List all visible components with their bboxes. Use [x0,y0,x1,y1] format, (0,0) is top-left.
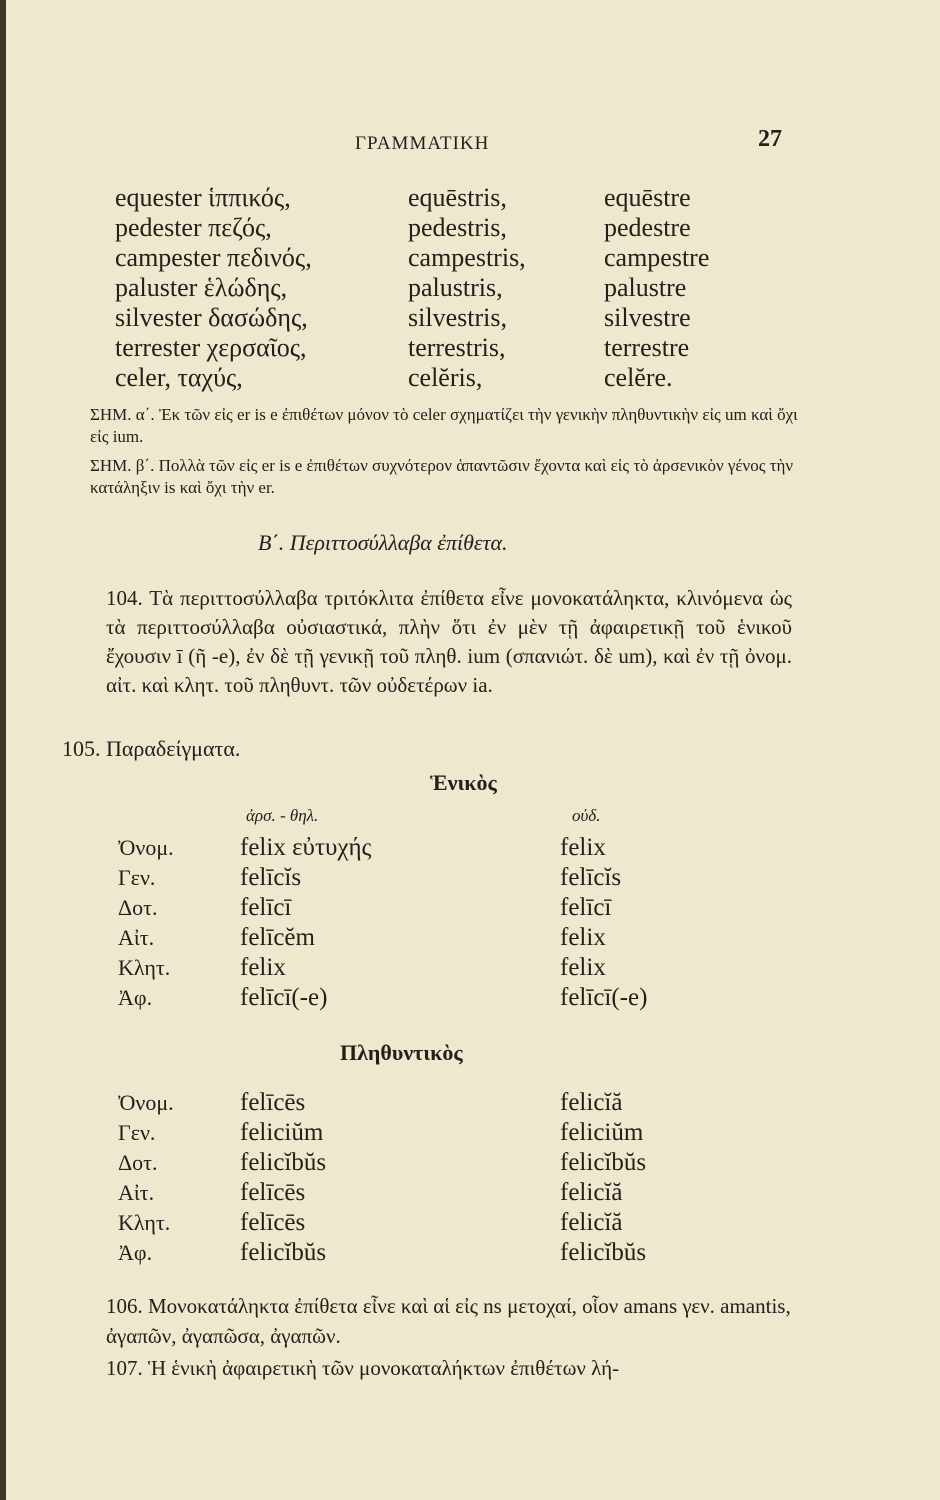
col-masc-fem-label: ἀρσ. - θηλ. [246,806,319,825]
fem-form: equēstris, [408,183,507,212]
masc-form: terrester χερσαῖος, [115,333,307,362]
neut-form: felix [560,924,606,951]
case-label: Κλητ. [118,1210,171,1235]
neut-form: equēstre [604,183,691,212]
neut-form: celĕre. [604,363,673,392]
neut-form: felicĭbŭs [560,1149,647,1176]
neut-form: felīcī(-e) [560,984,648,1011]
table-row [0,183,940,213]
neut-form: felīcĭs [560,864,622,891]
masc-fem-form: felīcēs [240,1089,306,1116]
table-row [0,273,940,303]
running-head: ΓΡΑΜΜΑΤΙΚΗ [355,133,490,154]
table-row [0,983,940,1013]
neut-form: felicĭă [560,1179,623,1206]
page-number: 27 [758,126,782,152]
neut-form: felicĭbŭs [560,1239,647,1266]
neut-form: felīcī [560,894,612,921]
paragraph-107 [62,1353,792,1383]
paragraph-104 [62,584,792,700]
masc-form: silvester δασώδης, [115,303,308,332]
case-label: Αἰτ. [118,1180,155,1205]
note-alpha [62,404,802,448]
case-label: Δοτ. [118,1150,158,1175]
masc-fem-form: felix [240,954,286,981]
fem-form: pedestris, [408,213,507,242]
table-row [0,363,940,393]
masc-fem-form: felīcĕm [240,924,315,951]
table-row [0,1238,940,1268]
neut-form: campestre [604,243,710,272]
neut-form: felix [560,834,606,861]
note-beta [62,455,802,499]
masc-form: paluster ἑλώδης, [115,273,288,302]
neut-form: terrestre [604,333,690,362]
table-row [0,243,940,273]
masc-fem-form: felix εὐτυχής [240,834,372,861]
table-row [0,923,940,953]
fem-form: terrestris, [408,333,506,362]
masc-fem-form: felīcēs [240,1179,306,1206]
col-neut-label: οὐδ. [572,806,601,825]
table-row [0,953,940,983]
neut-form: palustre [604,273,687,302]
note-alpha-text: ΣΗΜ. α΄. Ἐκ τῶν εἰς er is e ἐπιθέτων μόνον τὸ celer σχηματίζει τὴν γενικὴν πληθυντικὴν εἰς um καὶ ὄχι εἰς ium. [90,405,798,446]
table-row [0,863,940,893]
paragraph-105: 105. Παραδείγματα. [62,736,241,761]
case-label: Κλητ. [118,955,171,980]
case-label: Ἀφ. [118,1240,153,1265]
masc-fem-form: felīcĭs [240,864,302,891]
table-row [0,213,940,243]
masc-form: pedester πεζός, [115,213,272,242]
neut-form: pedestre [604,213,691,242]
neut-form: feliciŭm [560,1119,644,1146]
table-row [0,1118,940,1148]
paragraph-107-text: 107. Ἡ ἑνικὴ ἀφαιρετικὴ τῶν μονοκαταλήκτων ἐπιθέτων λή- [106,1356,620,1380]
table-row [0,333,940,363]
case-label: Γεν. [118,865,156,890]
case-label: Ὀνομ. [118,835,174,860]
masc-form: campester πεδινός, [115,243,312,272]
paragraph-106-text: 106. Μονοκατάληκτα ἐπίθετα εἶνε καὶ αἱ εἰς ns μετοχαί, οἷον amans γεν. amantis, ἀγαπῶν, ἀγαπῶσα, ἀγαπῶν. [106,1294,791,1348]
masc-fem-form: felicĭbŭs [240,1149,327,1176]
masc-fem-form: felīcēs [240,1209,306,1236]
neut-form: felix [560,954,606,981]
section-heading: Β΄. Περιττοσύλλαβα ἐπίθετα. [258,530,508,555]
table-row [0,1088,940,1118]
fem-form: campestris, [408,243,526,272]
case-label: Ὀνομ. [118,1090,174,1115]
fem-form: silvestris, [408,303,507,332]
masc-fem-form: felicĭbŭs [240,1239,327,1266]
table-row [0,833,940,863]
masc-form: celer, ταχύς, [115,363,243,392]
paragraph-104-text: 104. Τὰ περιττοσύλλαβα τριτόκλιτα ἐπίθετα εἶνε μονοκατάληκτα, κλινόμενα ὡς τὰ περιττοσύλλαβα οὐσιαστικά, πλὴν ὅτι ἐν μὲν τῇ ἀφαιρετικῇ τοῦ ἑνικοῦ ἔχουσιν ī (ῆ -e), ἐν δὲ τῇ γενικῇ τοῦ πληθ. ium (σπανιώτ. δὲ um), καὶ ἐν τῇ ὀνομ. αἰτ. καὶ κλητ. τοῦ πληθυντ. τῶν οὐδετέρων ia. [106,586,792,697]
table-row [0,1178,940,1208]
fem-form: palustris, [408,273,503,302]
masc-form: equester ἱππικός, [115,183,291,212]
paragraph-106 [62,1291,792,1351]
plural-heading: Πληθυντικὸς [340,1040,463,1065]
masc-fem-form: felīcī(-e) [240,984,328,1011]
case-label: Γεν. [118,1120,156,1145]
table-row [0,893,940,923]
fem-form: celĕris, [408,363,483,392]
table-row [0,1148,940,1178]
case-label: Ἀφ. [118,985,153,1010]
neut-form: felicĭă [560,1209,623,1236]
note-beta-text: ΣΗΜ. β΄. Πολλὰ τῶν εἰς er is e ἐπιθέτων συχνότερον ἁπαντῶσιν ἔχοντα καὶ εἰς τὸ ἀρσενικὸν γένος τὴν κατάληξιν is καὶ ὄχι τὴν er. [90,456,794,497]
neut-form: felicĭă [560,1089,623,1116]
neut-form: silvestre [604,303,691,332]
masc-fem-form: felīcī [240,894,292,921]
case-label: Δοτ. [118,895,158,920]
singular-heading: Ἑνικὸς [430,770,497,795]
masc-fem-form: feliciŭm [240,1119,324,1146]
table-row [0,303,940,333]
table-row [0,1208,940,1238]
case-label: Αἰτ. [118,925,155,950]
